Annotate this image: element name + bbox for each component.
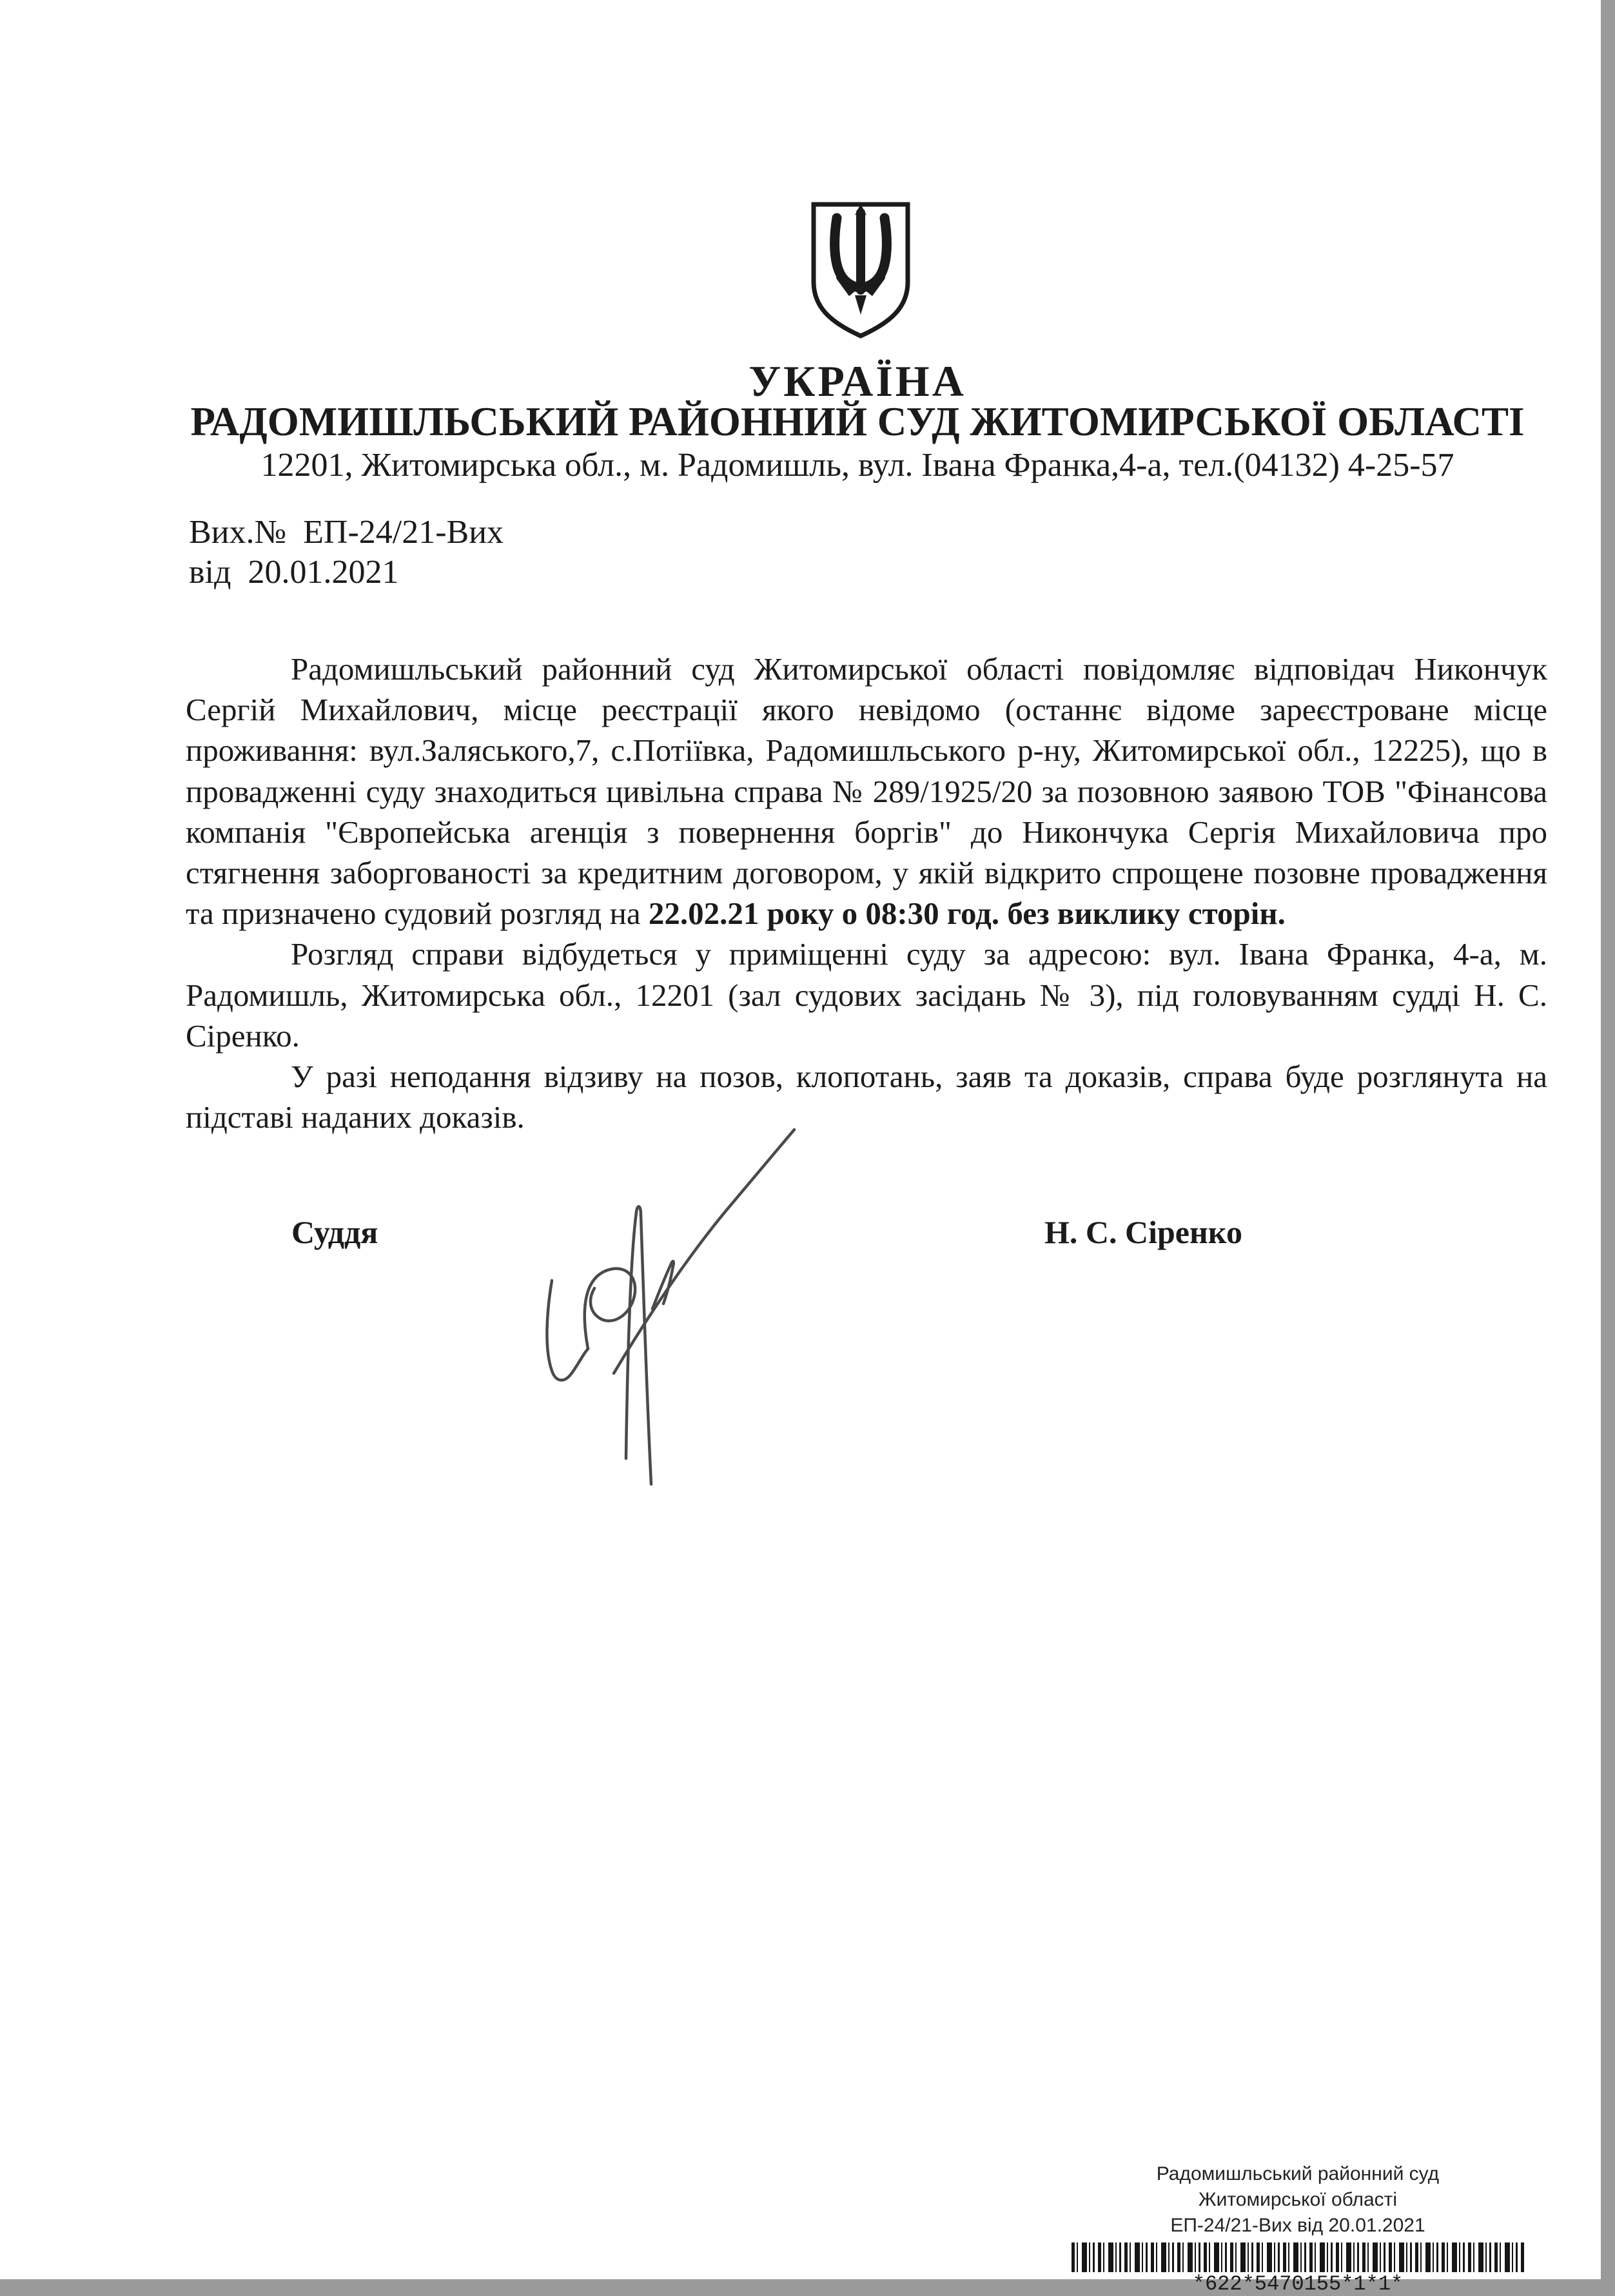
judge-role-label: Суддя bbox=[291, 1214, 378, 1250]
document-body bbox=[186, 649, 1547, 1137]
registration-stamp bbox=[1019, 2161, 1577, 2295]
stamp-ref-line: ЕП-24/21-Вих від 20.01.2021 bbox=[1170, 2215, 1425, 2236]
paragraph-notice bbox=[186, 649, 1547, 934]
paragraph-warning: У разі неподання відзиву на позов, клопотань, заяв та доказів, справа буде розглянута на підставі наданих доказів. bbox=[186, 1059, 1547, 1135]
outgoing-number: Вих.№ ЕП-24/21-Вих bbox=[189, 514, 504, 551]
reference-block bbox=[189, 513, 963, 633]
barcode-icon bbox=[1072, 2242, 1524, 2272]
barcode-value: *622*5470155*1*1* bbox=[1192, 2272, 1404, 2296]
court-address-line: 12201, Житомирська обл., м. Радомишль, вул. Івана Франка,4-а, тел.(04132) 4-25-57 bbox=[260, 447, 1454, 484]
paragraph-location: Розгляд справи відбудеться у приміщенні суду за адресою: вул. Івана Франка, 4-а, м. Радомишль, Житомирська обл., 12201 (зал судових засідань № 3), під головуванням судді Н. С. Сіренко. bbox=[186, 936, 1547, 1054]
outgoing-date: від 20.01.2021 bbox=[189, 554, 399, 591]
judge-signature-icon bbox=[516, 1090, 825, 1509]
paragraph-notice-text: Радомишльський районний суд Житомирської області повідомляє відповідач Никончук Сергій Михайлович, місце реєстрації якого невідомо (останнє відоме зареєстроване місце проживання: вул.Заляського,7, с.Потіївка, Радомишльського р-ну, Житомирської обл., 12225), що в провадженні суду знаходиться цивільна справа № 289/1925/20 за позовною заявою ТОВ "Фінансова компанія "Європейська агенція з повернення боргів" до Никончука Сергія Михайловича про стягнення заборгованості за кредитним договором, у якій відкрито спрощене позовне провадження та призначено судовий розгляд на bbox=[186, 651, 1547, 932]
ukraine-coat-of-arms-icon bbox=[807, 199, 915, 351]
stamp-court-line1: Радомишльський районний суд bbox=[1156, 2163, 1440, 2184]
hearing-date-bold: 22.02.21 року о 08:30 год. без виклику сторін. bbox=[648, 896, 1286, 932]
judge-name: Н. С. Сіренко bbox=[1044, 1214, 1242, 1250]
stamp-court-line2: Житомирської області bbox=[1198, 2189, 1398, 2210]
country-title: УКРАЇНА bbox=[749, 357, 966, 406]
court-name: РАДОМИШЛЬСЬКИЙ РАЙОННИЙ СУД ЖИТОМИРСЬКОЇ ОБЛАСТІ bbox=[190, 399, 1525, 444]
